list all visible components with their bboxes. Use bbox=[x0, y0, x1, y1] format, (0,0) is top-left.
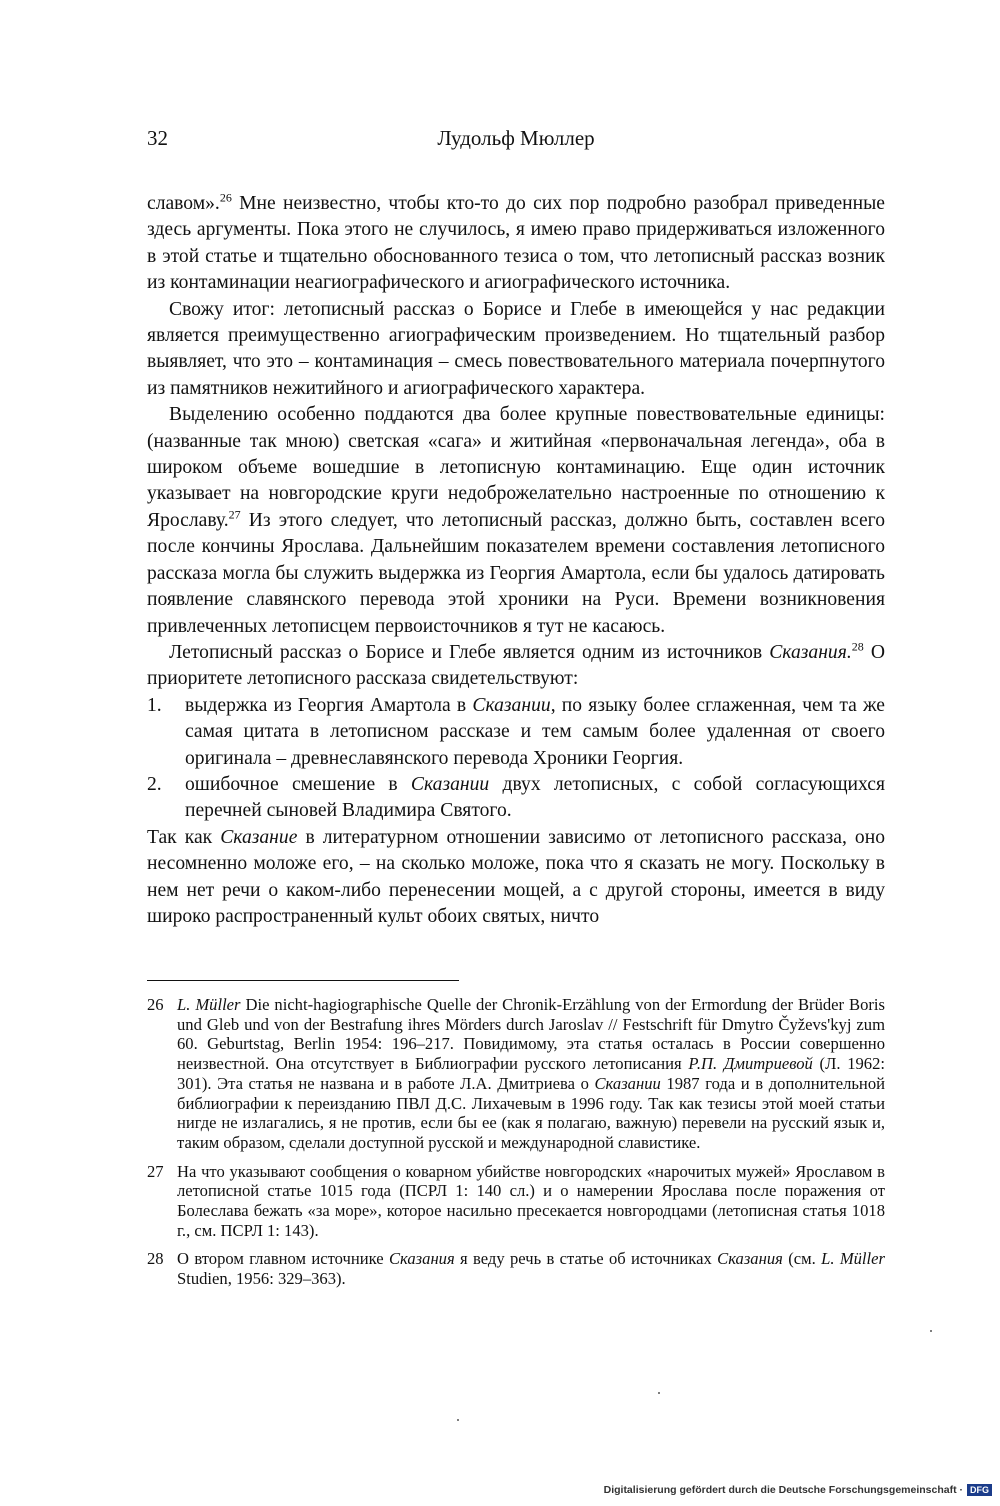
italic-run: L. Müller bbox=[177, 995, 241, 1014]
footnote-separator bbox=[147, 980, 459, 981]
footnote-text: На что указывают сообщения о коварном убийстве новгородских «нарочитых мужей» Ярославом в летописной статье 1015 года (ПСРЛ 1: 140 сл.) и о намерении Ярослава после поражения от Болеслава бежать «за море», которое насильно пресекается новгородцами (летописная статья 1018 г., см. ПСРЛ 1: 143). bbox=[177, 1161, 885, 1240]
scan-speck bbox=[930, 1330, 932, 1332]
text-run: я веду речь в статье об источниках bbox=[454, 1249, 718, 1269]
list-item-2 bbox=[147, 772, 885, 825]
text-run: двух летописных, с собой согласующихся перечней сыновей Владимира Святого. bbox=[185, 773, 885, 822]
footnotes bbox=[147, 995, 885, 1298]
text-run: славом». bbox=[147, 193, 220, 214]
text-run: Выделению особенно поддаются два более крупные повествовательные единицы: (названные так мною) светская «сага» и житийная «первоначальная легенда», оба в широком объеме вошедшие в летописную контаминацию. Еще один источник указывает на новгородские круги недоброжелательно настроенные по отношению к Ярославу. bbox=[147, 404, 885, 531]
footnote-ref-28: 28 bbox=[851, 639, 864, 654]
text-run: Die nicht-hagiographische Quelle der Chronik-Erzählung von der Ermordung der Brüder Boris und Gleb und von der Bestrafung ihres Mörders durch Jaroslav // Festschrift für Dmytro Čyževs'kyj zum 60. Geburtstag, Berlin 1954: 196–217. Повидимому, эта статья осталась в России совершенно неизвестной. Она отсутствует в Библиографии русского летописания bbox=[177, 995, 885, 1074]
running-head-author: Лудольф Мюллер bbox=[437, 126, 595, 150]
paragraph-1 bbox=[147, 191, 885, 297]
dfg-credit-text: Digitalisierung gefördert durch die Deutsche Forschungsgemeinschaft · bbox=[603, 1484, 963, 1496]
paragraph-2: Свожу итог: летописный рассказ о Борисе и Глебе в имеющейся у нас редакции является преимущественно агиографическим произведением. Но тщательный разбор выявляет, что это – контаминация – смесь повествовательного материала почерпнутого из памятников нежитийного и агиографического характера. bbox=[147, 298, 885, 399]
footnote-number: 26 bbox=[147, 995, 164, 1014]
footnote-text bbox=[177, 995, 885, 1153]
text-run: О втором главном источнике bbox=[177, 1249, 389, 1269]
list-item-1 bbox=[147, 693, 885, 772]
footnote-ref-26: 26 bbox=[219, 190, 232, 205]
dfg-logo-icon: DFG bbox=[967, 1484, 992, 1496]
footnote-number: 28 bbox=[147, 1249, 164, 1269]
list-text bbox=[185, 693, 885, 772]
italic-run: Сказания bbox=[388, 1249, 455, 1269]
text-run: Из этого следует, что летописный рассказ, должно быть, составлен всего после кончины Ярослава. Дальнейшим показателем времени составления летописного рассказа могла бы служить выдержка из Георгия Амартола, если бы удалось датировать появление славянского перевода этой хроники на Руси. Времени возникновения привлеченных летописцем первоисточников я тут не касаюсь. bbox=[147, 509, 885, 637]
text-run: 1987 года и в дополнительной библиографии к переизданию ПВЛ Д.С. Лихачевым в 1996 году. Так как тезисы этой моей статьи нигде не излагались, я не против, если бы ее (как я полагаю, важную) перевели на русский язык и, таким образом, сделали доступной русской и международной славистике. bbox=[177, 1073, 885, 1152]
footnote-27 bbox=[147, 1162, 885, 1241]
text-run: О приоритете летописного рассказа свидетельствуют: bbox=[147, 641, 885, 690]
paragraph-4 bbox=[147, 640, 885, 693]
list-number: 2. bbox=[147, 773, 162, 795]
italic-run: Сказании bbox=[594, 1073, 661, 1093]
main-text bbox=[147, 191, 885, 930]
footnote-28 bbox=[147, 1249, 885, 1288]
digitization-credit bbox=[604, 1484, 992, 1496]
paragraph-3 bbox=[147, 402, 885, 640]
paragraph-5 bbox=[147, 825, 885, 931]
footnote-ref-27: 27 bbox=[228, 507, 241, 522]
footnote-text bbox=[177, 1249, 885, 1288]
italic-run: Сказании bbox=[410, 773, 490, 795]
text-run: в литературном отношении зависимо от летописного рассказа, оно несомненно моложе его, – на сколько моложе, пока что я сказать не могу. Поскольку в нем нет речи о каком-либо перенесении мощей, а с другой стороны, имеется в виду широко распространенный культ обоих святых, ничто bbox=[147, 826, 885, 927]
text-run: (см. bbox=[782, 1249, 822, 1269]
page-number: 32 bbox=[147, 126, 168, 150]
text-run: (Л. 1962: 301). Эта статья не названа и в работе Л.А. Дмитриева о bbox=[177, 1054, 885, 1093]
text-run: ошибочное смешение в bbox=[185, 773, 411, 795]
footnote-26 bbox=[147, 995, 885, 1153]
text-run: Мне неизвестно, чтобы кто-то до сих пор подробно разобрал приведенные здесь аргументы. Пока этого не случилось, я имею право придерживаться изложенного в этой статье и тщательно обоснованного тезиса о том, что летописный рассказ возник из контаминации неагиографического и агиографического источника. bbox=[147, 193, 885, 294]
italic-run: Р.П. Дмитриевой bbox=[688, 1054, 813, 1074]
italic-run: Сказании bbox=[472, 694, 551, 716]
scan-speck bbox=[457, 1419, 459, 1421]
text-run: Летописный рассказ о Борисе и Глебе является одним из источников bbox=[169, 641, 770, 663]
text-run: Studien, 1956: 329–363). bbox=[177, 1269, 346, 1289]
italic-run: Сказание bbox=[220, 826, 298, 848]
list-text bbox=[185, 772, 885, 825]
text-run: выдержка из Георгия Амартола в bbox=[185, 694, 473, 716]
list-number: 1. bbox=[147, 694, 162, 716]
page-header bbox=[147, 126, 885, 158]
italic-run: L. Müller bbox=[821, 1249, 885, 1269]
scan-speck bbox=[658, 1392, 660, 1394]
italic-run: Сказания. bbox=[769, 641, 852, 663]
footnote-number: 27 bbox=[147, 1161, 164, 1181]
italic-run: Сказания bbox=[717, 1249, 783, 1269]
text-run: , по языку более сглаженная, чем та же самая цитата в летописном рассказе и тем самым более удаленная от своего оригинала – древнеславянского перевода Хроники Георгия. bbox=[185, 694, 885, 769]
text-run: Так как bbox=[147, 826, 221, 848]
